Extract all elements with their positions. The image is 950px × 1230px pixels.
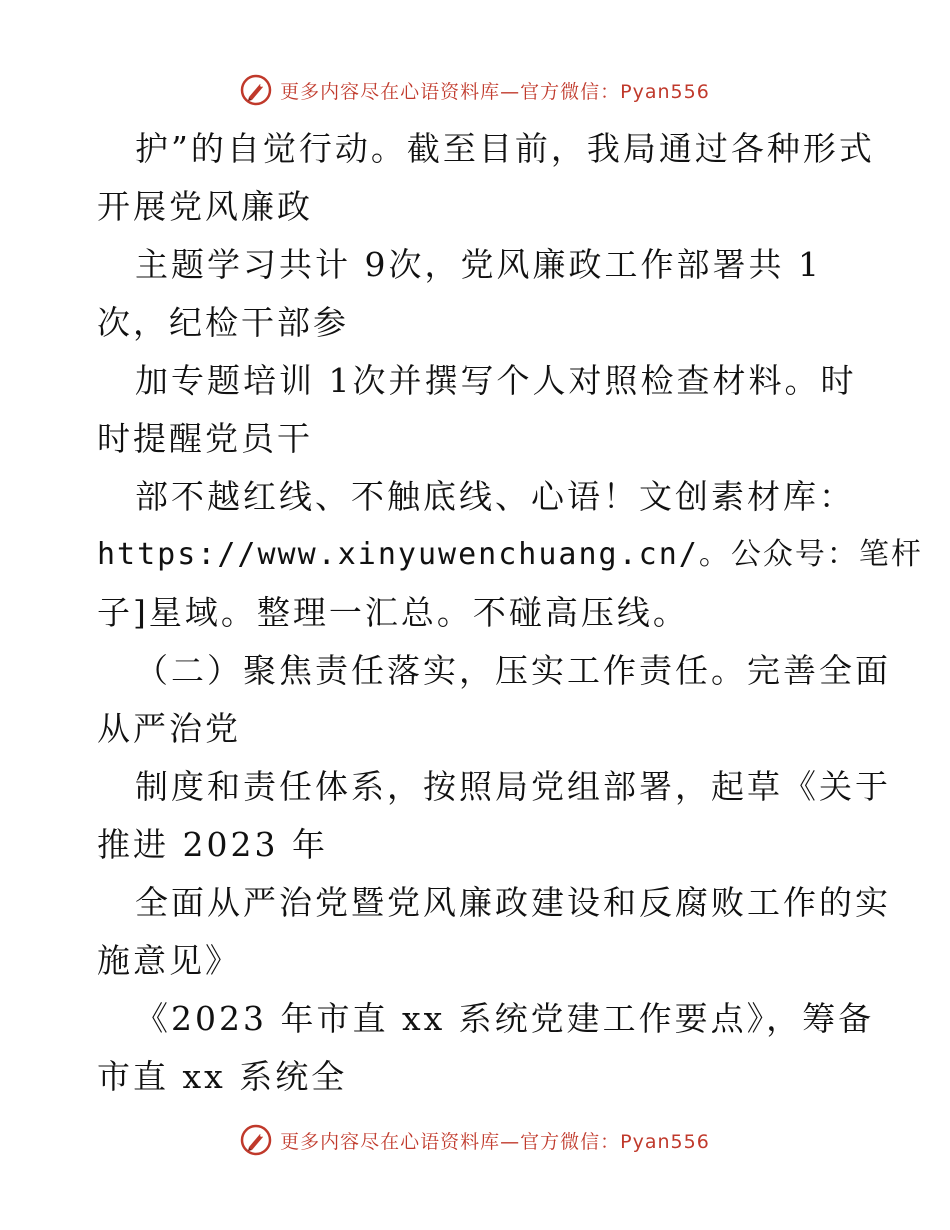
text-line: 加专题培训 1次并撰写个人对照检查材料。时 xyxy=(135,361,857,400)
footer-banner xyxy=(0,1120,950,1160)
text-line: 推进 2023 年 xyxy=(97,825,328,864)
text-line: （二）聚焦责任落实，压实工作责任。完善全面 xyxy=(135,651,891,690)
text-line: 《2023 年市直 xx 系统党建工作要点》，筹备 xyxy=(135,999,875,1038)
document-body xyxy=(97,120,923,1106)
text-line: 从严治党 xyxy=(97,709,241,748)
text-line: 开展党风廉政 xyxy=(97,187,313,226)
banner-text: 更多内容尽在心语资料库—官方微信：Pyan556 xyxy=(280,80,710,103)
text-line: 全面从严治党暨党风廉政建设和反腐败工作的实 xyxy=(135,883,891,922)
text-line: 时提醒党员干 xyxy=(97,419,313,458)
text-line: 制度和责任体系，按照局党组部署，起草《关于 xyxy=(135,767,891,806)
header-banner xyxy=(0,70,950,110)
text-line: 次，纪检干部参 xyxy=(97,303,349,342)
banner-text: 更多内容尽在心语资料库—官方微信：Pyan556 xyxy=(280,1130,710,1153)
text-line: 部不越红线、不触底线、心语！文创素材库： xyxy=(135,477,855,516)
text-line: 市直 xx 系统全 xyxy=(97,1057,348,1096)
text-line: 主题学习共计 9次，党风廉政工作部署共 1 xyxy=(135,245,822,284)
pen-logo-icon xyxy=(240,74,272,106)
pen-logo-icon xyxy=(240,1124,272,1156)
text-line: 护”的自觉行动。截至目前，我局通过各种形式 xyxy=(135,129,875,168)
text-line: 施意见》 xyxy=(97,941,241,980)
text-line: 子]星域。整理一汇总。不碰高压线。 xyxy=(97,593,689,632)
text-line-url: https://www.xinyuwenchuang.cn/。公众号：笔杆 xyxy=(97,537,923,572)
